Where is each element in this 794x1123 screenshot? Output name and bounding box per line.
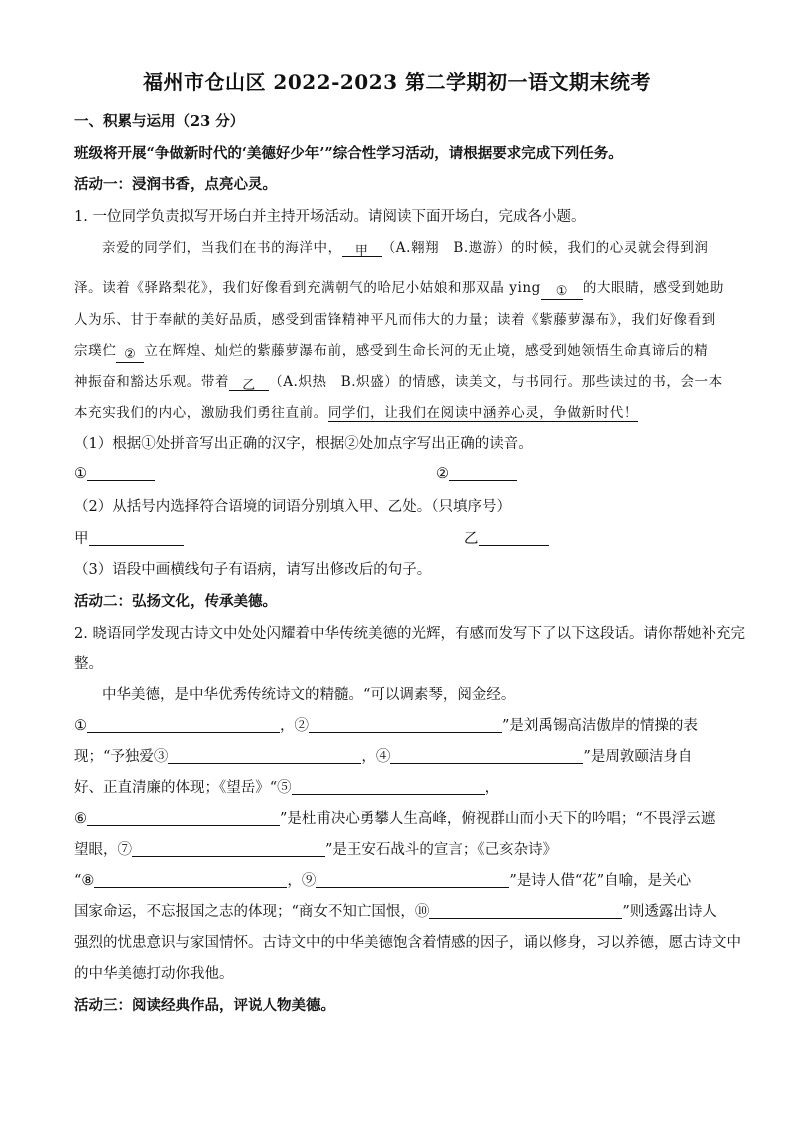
poem-blank-3[interactable]	[168, 747, 361, 764]
poem-line-10: 的中华美德打动你我他。	[74, 966, 234, 982]
blank-1[interactable]: ①	[541, 283, 583, 300]
poem-line-9: 强烈的忧患意识与家国情怀。古诗文中的中华美德饱含着情感的因子，诵以修身，习以养德，愿古诗文中	[74, 935, 741, 951]
poem-line-6: 望眼，⑦ ”是王安石战斗的宣言；《己亥杂诗》	[74, 842, 558, 858]
question-2-stem: 2. 晓语同学发现古诗文中处处闪耀着中华传统美德的光辉，有感而发写下了以下这段话。请你帮她补充完	[74, 626, 745, 642]
answer-blank-1[interactable]	[87, 464, 155, 481]
sub-question-1: （1）根据①处拼音写出正确的汉字，根据②处加点字写出正确的读音。	[74, 436, 533, 452]
section-intro: 班级将开展“争做新时代的‘美德好少年’”综合性学习活动，请根据要求完成下列任务。	[74, 145, 623, 162]
activity-3-heading: 活动三：阅读经典作品，评说人物美德。	[74, 997, 335, 1014]
answer-row-1: ① ②	[74, 464, 724, 482]
poem-line-8: 国家命运，不忘报国之志的体现；“商女不知亡国恨，⑩ ”则透露出诗人	[74, 904, 717, 920]
poem-line-4: 好、正直清廉的体现；《望岳》“⑤ ，	[74, 780, 500, 796]
blank-yi[interactable]: 乙	[229, 374, 269, 391]
poem-blank-7[interactable]	[132, 840, 325, 857]
blank-2[interactable]: ②	[116, 346, 144, 363]
activity-2-heading: 活动二：弘扬文化，传承美德。	[74, 593, 277, 610]
answer-blank-jia[interactable]	[89, 529, 184, 546]
answer-blank-yi[interactable]	[479, 529, 549, 546]
sub-question-3: （3）语段中画横线句子有语病，请写出修改后的句子。	[74, 562, 432, 578]
poem-blank-1[interactable]	[87, 716, 280, 733]
passage-line-4: 宗璞伫 ② 立在辉煌、灿烂的紫藤萝瀑布前，感受到生命长河的无止境，感受到她领悟生命真谛后的精	[74, 343, 709, 362]
passage-line-1: 亲爱的同学们，当我们在书的海洋中， 甲 （A.翱翔 B.遨游）的时候，我们的心灵就会得到润	[102, 240, 709, 259]
poem-line-5: ⑥ ”是杜甫决心勇攀人生高峰，俯视群山而小天下的吟唱；“不畏浮云遮	[74, 811, 716, 827]
poem-line-3: 现；“予独爱③ ，④ ”是周敦颐洁身自	[74, 749, 693, 765]
poem-line-7: “⑧ ，⑨ ”是诗人借“花”自喻，是关心	[74, 873, 692, 889]
sub-question-2: （2）从括号内选择符合语境的词语分别填入甲、乙处。（只填序号）	[74, 499, 511, 515]
answer-blank-2[interactable]	[449, 464, 517, 481]
passage-line-5: 神振奋和豁达乐观。带着 乙 （A.炽热 B.炽盛）的情感，读美文，与书同行。那些读过的书，会一本	[74, 374, 723, 393]
question-2-stem-end: 整。	[74, 656, 103, 672]
poem-blank-9[interactable]	[316, 871, 509, 888]
section-heading: 一、积累与运用（23 分）	[74, 113, 245, 130]
poem-line-2: ① ，② ”是刘禹锡高洁傲岸的情操的表	[74, 718, 698, 734]
underlined-sentence: 同学们，让我们在阅读中涵养心灵，争做新时代！	[327, 405, 639, 421]
blank-jia[interactable]: 甲	[342, 240, 382, 257]
poem-blank-4[interactable]	[390, 747, 583, 764]
passage-line-2: 泽。读着《驿路梨花》，我们好像看到充满朝气的哈尼小姑娘和那双晶 ying ① 的大眼睛，感受到她助	[74, 280, 724, 299]
poem-blank-6[interactable]	[87, 809, 280, 826]
poem-blank-10[interactable]	[429, 902, 622, 919]
activity-1-heading: 活动一：浸润书香，点亮心灵。	[74, 176, 277, 193]
exam-title: 福州市仓山区 2022-2023 第二学期初一语文期末统考	[142, 70, 652, 94]
poem-blank-2[interactable]	[309, 716, 502, 733]
poem-blank-5[interactable]	[292, 778, 485, 795]
poem-blank-8[interactable]	[94, 871, 287, 888]
poem-line-1: 中华美德，是中华优秀传统诗文的精髓。“可以调素琴，阅金经。	[102, 687, 516, 703]
passage-line-6: 本充实我们的内心，激励我们勇往直前。同学们，让我们在阅读中涵养心灵，争做新时代！	[74, 405, 639, 421]
passage-line-3: 人为乐、甘于奉献的美好品质，感受到雷锋精神平凡而伟大的力量；读着《紫藤萝瀑布》，我们好像看到	[74, 312, 716, 328]
question-1-stem: 1. 一位同学负责拟写开场白并主持开场活动。请阅读下面开场白，完成各小题。	[74, 209, 586, 225]
answer-row-2: 甲 乙	[74, 527, 724, 548]
